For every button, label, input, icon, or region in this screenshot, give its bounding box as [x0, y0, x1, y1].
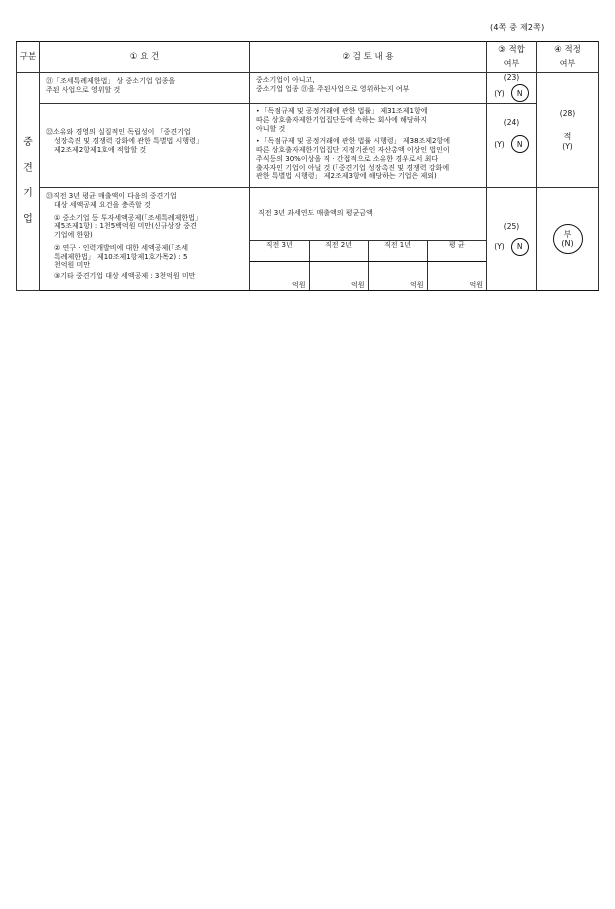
fit-2-yes[interactable]: (Y)	[562, 142, 573, 151]
review-2a-line: •「독점규제 및 공정거래에 관한 법률」 제31조제1항에	[256, 107, 428, 115]
requirement-1	[40, 73, 250, 104]
requirement-3-item-2: 특례제한법」 제10조제1항제1호가목2) : 5	[54, 252, 188, 261]
header-fit-2-line1: ④ 적정	[554, 44, 581, 55]
requirement-2-line: 성장촉진 및 경쟁력 강화에 관한 특별법 시행령」	[54, 137, 203, 146]
review-2	[250, 104, 487, 188]
requirement-3-item-1: ① 중소기업 등 투자세액공제(「조세특례제한법」	[54, 213, 202, 222]
header-fit-1	[487, 42, 537, 73]
sales-header-avg: 평 균	[427, 241, 486, 262]
review-3	[250, 188, 487, 291]
header-fit-1-line2: 여부	[503, 59, 520, 69]
sales-value-1y[interactable]: 억원	[368, 262, 427, 291]
fit-check-24-no-circled[interactable]: N	[511, 135, 529, 153]
sales-value-2y[interactable]: 억원	[309, 262, 368, 291]
review-2a-line: 아니할 것	[256, 124, 286, 133]
requirement-3-item-2: 천억원 미만	[54, 261, 91, 270]
fit-check-25-yes[interactable]: (Y)	[494, 242, 505, 251]
fit-check-24	[487, 104, 537, 188]
sales-header-3y: 직전 3년	[250, 241, 309, 262]
fit-check-23-yes[interactable]: (Y)	[494, 88, 505, 98]
requirement-1-line: ㉑「조세특례제한법」 상 중소기업 업종을	[46, 77, 176, 85]
review-1-line: 중소기업 업종 ㉑을 주된사업으로 영위하는지 여부	[256, 84, 410, 93]
review-1	[250, 73, 487, 104]
review-2a-line: 따른 상호출자제한기업집단등에 속하는 회사에 해당하지	[256, 115, 428, 124]
fit-2-final-bottom: (N)	[561, 239, 574, 248]
review-2b-line: 따른 상호출자제한기업집단 지정기준인 자산총액 이상인 법인이	[256, 146, 450, 154]
requirement-1-line: 주된 사업으로 영위할 것	[46, 85, 121, 94]
requirement-2-line: 제2조제2항제1호에 적합할 것	[54, 145, 147, 154]
fit-2-number: (28)	[559, 108, 576, 118]
fit-check-25-number: (25)	[503, 222, 520, 232]
fit-check-23	[487, 73, 537, 104]
fit-check-25-no-circled[interactable]: N	[511, 238, 529, 256]
sales-value-avg[interactable]: 억원	[427, 262, 486, 291]
fit-check-24-number: (24)	[503, 118, 520, 127]
header-fit-2	[537, 42, 599, 73]
header-fit-1-line1: ③ 적합	[498, 44, 525, 55]
requirement-3-item-3: ③기타 중견기업 대상 세액공제 : 3천억원 미만	[54, 272, 196, 280]
review-2b-line: 주식등의 30%이상을 직 · 간접적으로 소유한 경우로서 최다	[256, 154, 439, 163]
review-1-line: 중소기업이 아니고,	[256, 76, 315, 84]
review-2b-line: 출자자인 기업이 아닐 것 (「중견기업 성장촉진 및 경쟁력 강화에	[256, 163, 450, 172]
sales-header-1y: 직전 1년	[368, 241, 427, 262]
category-char: 견	[23, 162, 33, 174]
review-2b-line: •「독점규제 및 공정거래에 관한 법률 시행령」 제38조제2항에	[256, 137, 451, 146]
fit-2-lower	[537, 188, 599, 291]
requirement-3-item-1: 제5조제1항) : 1천5백억원 미만(신규상장 중견	[54, 222, 197, 231]
requirement-2-line: ㉒소유와 경영의 실질적인 독립성이 「중견기업	[46, 128, 191, 137]
header-requirement: ① 요 건	[40, 42, 250, 73]
mid-size-enterprise-review-form	[16, 41, 599, 291]
requirement-3-line: ㉓직전 3년 평균 매출액이 다음의 중견기업	[46, 192, 177, 200]
requirement-3-item-1: 기업에 한함)	[54, 231, 93, 239]
fit-check-23-number: (23)	[503, 73, 520, 82]
fit-check-23-no-circled[interactable]: N	[511, 84, 529, 102]
review-3-title: 직전 3년 과세연도 매출액의 평균금액	[258, 208, 373, 217]
fit-check-24-yes[interactable]: (Y)	[494, 139, 505, 149]
header-category: 구분	[17, 42, 40, 73]
fit-2-final-top: 부	[563, 229, 572, 239]
fit-check-25	[487, 188, 537, 291]
fit-2-upper	[537, 73, 599, 188]
category-char: 중	[23, 137, 33, 148]
category-char: 기	[23, 188, 33, 199]
category-cell	[17, 73, 40, 291]
requirement-3	[40, 188, 250, 291]
fit-2-final-circled[interactable]	[553, 224, 583, 254]
header-review: ② 검 토 내 용	[250, 42, 487, 73]
sales-table	[250, 240, 486, 290]
requirement-3-line: 대상 세액공제 요건을 충족할 것	[54, 200, 151, 209]
header-fit-2-line2: 여부	[559, 59, 576, 69]
category-char: 업	[23, 213, 33, 225]
requirement-3-item-2: ② 연구 · 인력개발비에 대한 세액공제(「조세	[54, 243, 189, 252]
sales-value-3y[interactable]: 억원	[250, 262, 309, 291]
sales-header-2y: 직전 2년	[309, 241, 368, 262]
page-number-label: (4쪽 중 제2쪽)	[490, 23, 545, 32]
requirement-2	[40, 104, 250, 188]
fit-2-result: 적	[563, 132, 572, 141]
review-2b-line: 관한 특별법 시행령」 제2조제3항에 해당하는 기업은 제외)	[256, 172, 437, 181]
